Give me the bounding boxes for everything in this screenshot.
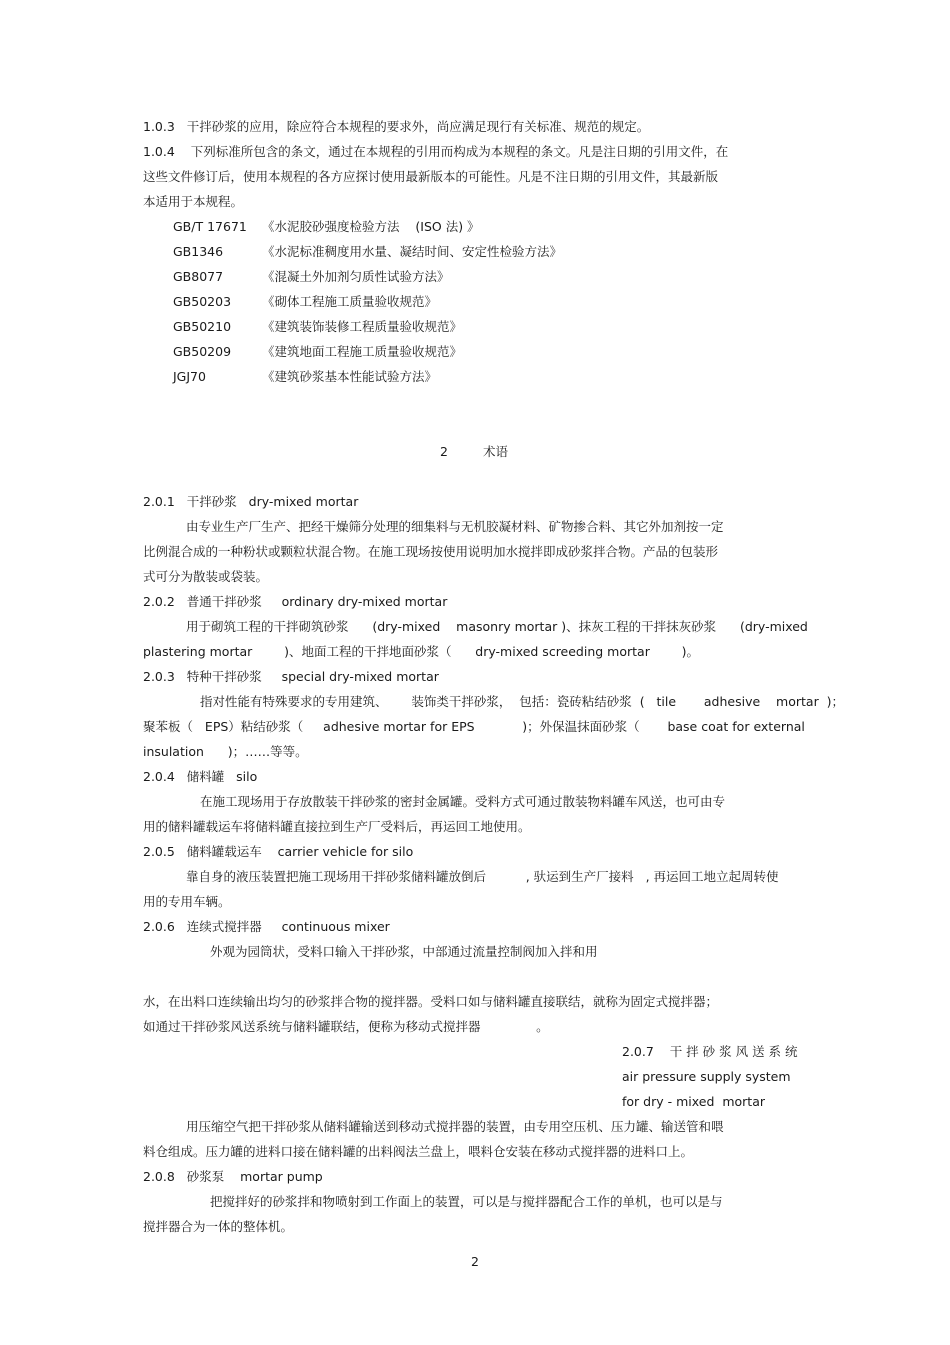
reference-code: JGJ70 bbox=[173, 369, 206, 384]
page-number: 2 bbox=[471, 1254, 479, 1269]
reference-code: GB/T 17671 bbox=[173, 219, 247, 234]
term-body-line: 料仓组成。压力罐的进料口接在储料罐的出料阀法兰盘上，喂料仓安装在移动式搅拌器的进料口上。 bbox=[143, 1144, 694, 1159]
term-body-line: 水，在出料口连续输出均匀的砂浆拌合物的搅拌器。受料口如与储料罐直接联结，就称为固定式搅拌器； bbox=[143, 994, 719, 1009]
term-heading-2-0-3: 2.0.3 特种干拌砂浆 special dry-mixed mortar bbox=[143, 669, 439, 684]
term-heading-2-0-6: 2.0.6 连续式搅拌器 continuous mixer bbox=[143, 919, 390, 934]
term-body-line: plastering mortar )、地面工程的干拌地面砂浆（ dry-mixed screeding mortar )。 bbox=[143, 644, 700, 659]
reference-title: 《水泥胶砂强度检验方法 (ISO 法) 》 bbox=[262, 219, 480, 234]
term-heading-2-0-7-line-1: 2.0.7 干 拌 砂 浆 风 送 系 统 bbox=[622, 1044, 798, 1059]
reference-code: GB8077 bbox=[173, 269, 224, 284]
term-body-line: 外观为园筒状，受料口输入干拌砂浆，中部通过流量控制阀加入拌和用 bbox=[210, 944, 598, 959]
term-heading-2-0-2: 2.0.2 普通干拌砂浆 ordinary dry-mixed mortar bbox=[143, 594, 448, 609]
reference-code: GB50209 bbox=[173, 344, 232, 359]
term-heading-2-0-5: 2.0.5 储料罐载运车 carrier vehicle for silo bbox=[143, 844, 414, 859]
term-heading-2-0-7-line-3: for dry - mixed mortar bbox=[622, 1094, 765, 1109]
reference-title: 《建筑地面工程施工质量验收规范》 bbox=[262, 344, 463, 359]
term-body-line: 由专业生产厂生产、把经干燥筛分处理的细集料与无机胶凝材料、矿物掺合料、其它外加剂按一定 bbox=[186, 519, 724, 534]
clause-1-0-4-line-2: 这些文件修订后，使用本规程的各方应探讨使用最新版本的可能性。凡是不注日期的引用文件，其最新版 bbox=[143, 169, 719, 184]
term-body-line: 靠自身的液压装置把施工现场用干拌砂浆储料罐放倒后 , 驮运到生产厂接料 , 再运回工地立起周转使 bbox=[186, 869, 779, 884]
term-body-line: 用于砌筑工程的干拌砌筑砂浆 (dry-mixed masonry mortar )、抹灰工程的干拌抹灰砂浆 (dry-mixed bbox=[186, 619, 808, 634]
term-body-line: 如通过干拌砂浆风送系统与储料罐联结，便称为移动式搅拌器 。 bbox=[143, 1019, 549, 1034]
reference-code: GB50210 bbox=[173, 319, 232, 334]
term-body-line: 式可分为散装或袋装。 bbox=[143, 569, 269, 584]
term-body-line: 指对性能有特殊要求的专用建筑、 装饰类干拌砂浆， 包括：瓷砖粘结砂浆 ( tile adhesive mortar )； bbox=[200, 694, 845, 709]
chapter-number: 2 bbox=[440, 444, 448, 459]
reference-title: 《建筑砂浆基本性能试验方法》 bbox=[262, 369, 438, 384]
term-body-line: 在施工现场用于存放散装干拌砂浆的密封金属罐。受料方式可通过散装物料罐车风送，也可由专 bbox=[200, 794, 726, 809]
term-body-line: 用的专用车辆。 bbox=[143, 894, 231, 909]
term-body-line: 搅拌器合为一体的整体机。 bbox=[143, 1219, 294, 1234]
clause-1-0-4-line-3: 本适用于本规程。 bbox=[143, 194, 244, 209]
reference-title: 《混凝土外加剂匀质性试验方法》 bbox=[262, 269, 450, 284]
term-body-line: 用的储料罐载运车将储料罐直接拉到生产厂受料后，再运回工地使用。 bbox=[143, 819, 531, 834]
term-body-line: 比例混合成的一种粉状或颗粒状混合物。在施工现场按使用说明加水搅拌即成砂浆拌合物。产品的包装形 bbox=[143, 544, 719, 559]
clause-1-0-4-line-1: 1.0.4 下列标准所包含的条文，通过在本规程的引用而构成为本规程的条文。凡是注日期的引用文件，在 bbox=[143, 144, 729, 159]
reference-code: GB50203 bbox=[173, 294, 232, 309]
reference-title: 《砌体工程施工质量验收规范》 bbox=[262, 294, 438, 309]
term-body-line: insulation )；……等等。 bbox=[143, 744, 308, 759]
reference-title: 《水泥标准稠度用水量、凝结时间、安定性检验方法》 bbox=[262, 244, 563, 259]
term-heading-2-0-4: 2.0.4 储料罐 silo bbox=[143, 769, 258, 784]
term-heading-2-0-8: 2.0.8 砂浆泵 mortar pump bbox=[143, 1169, 323, 1184]
reference-code: GB1346 bbox=[173, 244, 224, 259]
term-body-line: 用压缩空气把干拌砂浆从储料罐输送到移动式搅拌器的装置，由专用空压机、压力罐、输送管和喂 bbox=[186, 1119, 724, 1134]
chapter-title: 术语 bbox=[483, 444, 509, 459]
reference-title: 《建筑装饰装修工程质量验收规范》 bbox=[262, 319, 463, 334]
term-body-line: 聚苯板（ EPS）粘结砂浆（ adhesive mortar for EPS )；外保温抹面砂浆（ base coat for external bbox=[143, 719, 805, 734]
term-heading-2-0-7-line-2: air pressure supply system bbox=[622, 1069, 791, 1084]
clause-1-0-3: 1.0.3 干拌砂浆的应用，除应符合本规程的要求外，尚应满足现行有关标准、规范的规定。 bbox=[143, 119, 650, 134]
term-body-line: 把搅拌好的砂浆拌和物喷射到工作面上的装置，可以是与搅拌器配合工作的单机，也可以是与 bbox=[210, 1194, 723, 1209]
term-heading-2-0-1: 2.0.1 干拌砂浆 dry-mixed mortar bbox=[143, 494, 359, 509]
